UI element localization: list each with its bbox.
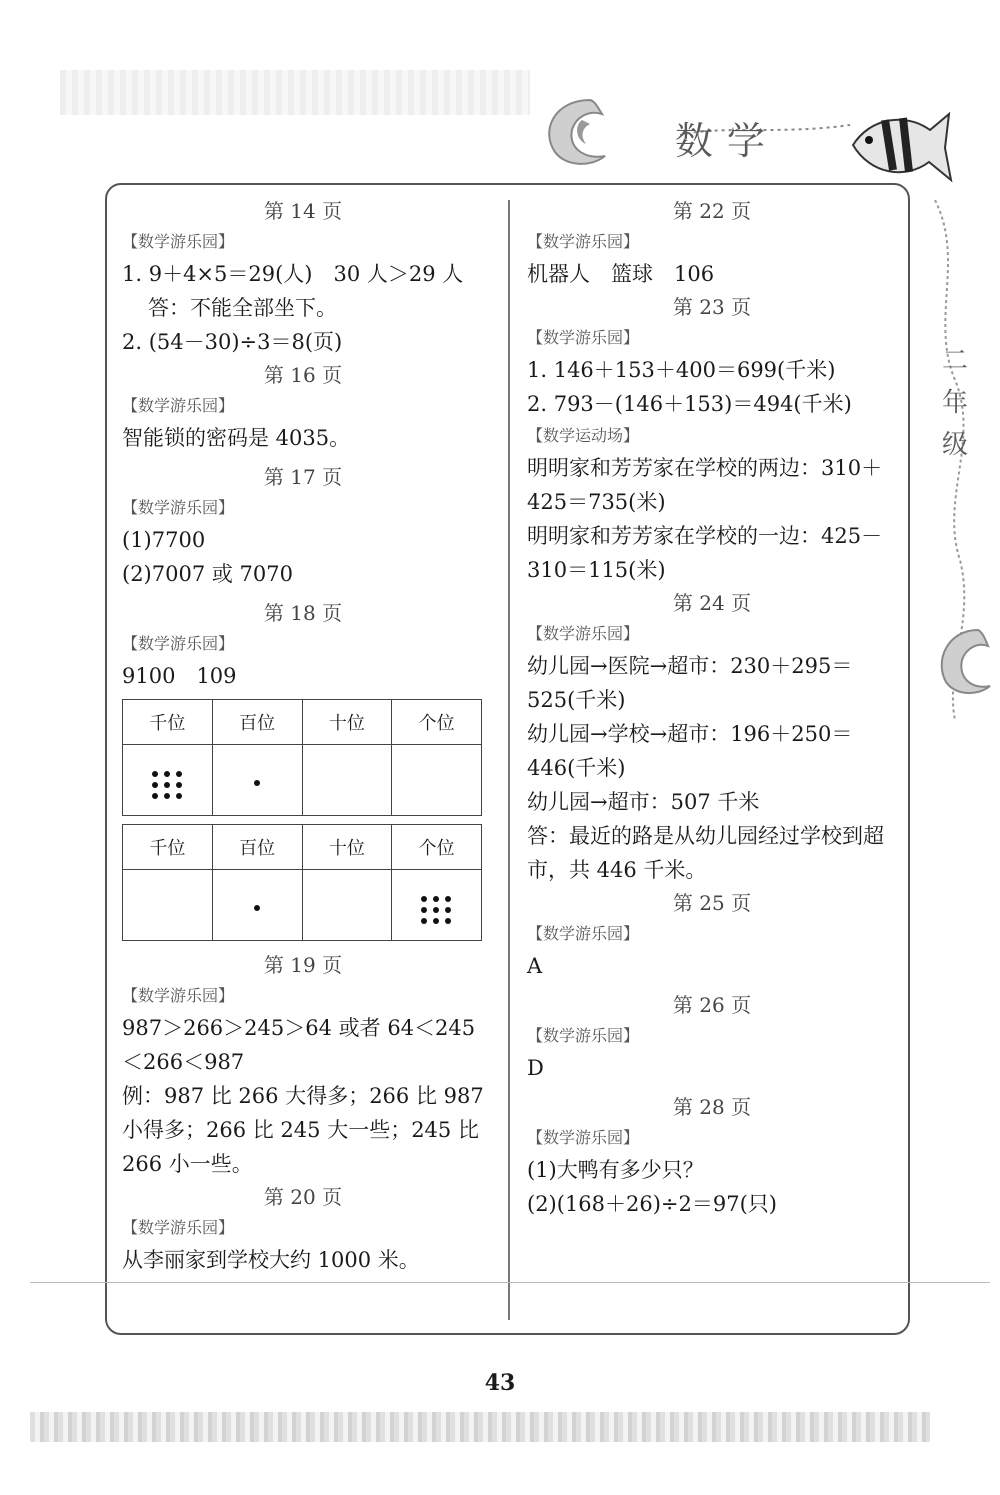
table-header: 十位 bbox=[302, 700, 392, 745]
bead-cell bbox=[212, 870, 302, 941]
place-value-table-1 bbox=[122, 699, 482, 816]
section-tag: 【数学游乐园】 bbox=[122, 634, 235, 653]
footer-decoration-strip bbox=[30, 1412, 930, 1442]
page-heading: 第 14 页 bbox=[263, 199, 343, 223]
answer-line: 幼儿园→学校→超市：196＋250＝446(千米) bbox=[527, 722, 853, 780]
answer-line: 幼儿园→医院→超市：230＋295＝525(千米) bbox=[527, 654, 853, 712]
section-tag: 【数学游乐园】 bbox=[527, 1128, 640, 1147]
answer-line: 明明家和芳芳家在学校的一边：425－310＝115(米) bbox=[527, 524, 883, 582]
page-heading: 第 24 页 bbox=[672, 591, 752, 615]
answer-line: 机器人 篮球 106 bbox=[527, 262, 715, 286]
bead bbox=[176, 793, 182, 799]
section-tag: 【数学游乐园】 bbox=[122, 498, 235, 517]
bead bbox=[164, 793, 170, 799]
bead-group bbox=[152, 771, 183, 799]
answer-line: 例：987 比 266 大得多；266 比 987 小得多；266 比 245 大一些；245 比 266 小一些。 bbox=[122, 1084, 484, 1176]
table-header: 十位 bbox=[302, 825, 392, 870]
bead bbox=[176, 782, 182, 788]
column-divider bbox=[508, 200, 510, 1320]
bead-cell bbox=[392, 745, 482, 816]
bead-cell bbox=[302, 745, 392, 816]
answer-line: 智能锁的密码是 4035。 bbox=[122, 426, 351, 450]
bead bbox=[254, 905, 260, 911]
answer-line: 2. (54－30)÷3＝8(页) bbox=[122, 330, 343, 354]
subject-title: 数学 bbox=[675, 119, 780, 163]
bead-group bbox=[254, 780, 261, 786]
bead-cell bbox=[302, 870, 392, 941]
section-tag: 【数学游乐园】 bbox=[527, 924, 640, 943]
header-decoration-strip bbox=[60, 70, 530, 115]
bead bbox=[164, 782, 170, 788]
page-heading: 第 18 页 bbox=[263, 601, 343, 625]
bead bbox=[421, 896, 427, 902]
page-heading: 第 23 页 bbox=[672, 295, 752, 319]
bead-cell bbox=[123, 870, 213, 941]
bead-cell bbox=[123, 745, 213, 816]
answer-line: 987＞266＞245＞64 或者 64＜245＜266＜987 bbox=[122, 1016, 476, 1074]
page-heading: 第 25 页 bbox=[672, 891, 752, 915]
answer-line: (1)大鸭有多少只？ bbox=[527, 1158, 704, 1182]
answer-line: 答：不能全部坐下。 bbox=[148, 296, 337, 320]
bead bbox=[445, 918, 451, 924]
fish-icon bbox=[845, 100, 955, 190]
table-header: 百位 bbox=[212, 825, 302, 870]
bead bbox=[445, 896, 451, 902]
page-heading: 第 28 页 bbox=[672, 1095, 752, 1119]
section-tag: 【数学游乐园】 bbox=[122, 1218, 235, 1237]
bead bbox=[176, 771, 182, 777]
answer-line: 1. 146＋153＋400＝699(千米) bbox=[527, 358, 836, 382]
bead bbox=[421, 907, 427, 913]
answer-line: 幼儿园→超市：507 千米 bbox=[527, 790, 760, 814]
table-header: 千位 bbox=[123, 825, 213, 870]
bead bbox=[433, 907, 439, 913]
section-tag: 【数学游乐园】 bbox=[122, 232, 235, 251]
place-value-table-2 bbox=[122, 824, 482, 941]
bead-group bbox=[254, 905, 261, 911]
bead bbox=[445, 907, 451, 913]
bead bbox=[164, 771, 170, 777]
page-heading: 第 19 页 bbox=[263, 953, 343, 977]
left-column bbox=[122, 195, 484, 1277]
answer-line: 答：最近的路是从幼儿园经过学校到超市，共 446 千米。 bbox=[527, 824, 884, 882]
bead-cell bbox=[392, 870, 482, 941]
answer-line: (2)7007 或 7070 bbox=[122, 562, 293, 586]
bead-cell bbox=[212, 745, 302, 816]
page-heading: 第 20 页 bbox=[263, 1185, 343, 1209]
table-header: 个位 bbox=[392, 700, 482, 745]
section-tag: 【数学游乐园】 bbox=[527, 232, 640, 251]
section-tag: 【数学游乐园】 bbox=[122, 986, 235, 1005]
page-heading: 第 16 页 bbox=[263, 363, 343, 387]
answer-line: 2. 793－(146＋153)＝494(千米) bbox=[527, 392, 852, 416]
grade-char: 年 bbox=[941, 388, 968, 418]
answer-line: (1)7700 bbox=[122, 528, 206, 552]
grade-char: 二 bbox=[941, 346, 968, 376]
bead bbox=[433, 896, 439, 902]
page-heading: 第 22 页 bbox=[672, 199, 752, 223]
scan-line-decoration bbox=[30, 1282, 990, 1283]
bead bbox=[421, 918, 427, 924]
grade-char: 级 bbox=[941, 430, 968, 460]
bead bbox=[152, 782, 158, 788]
page-number: 43 bbox=[484, 1370, 516, 1396]
answer-line: 从李丽家到学校大约 1000 米。 bbox=[122, 1248, 420, 1272]
answer-line: (2)(168＋26)÷2＝97(只) bbox=[527, 1192, 778, 1216]
answer-line: A bbox=[527, 954, 543, 978]
section-tag: 【数学游乐园】 bbox=[527, 624, 640, 643]
bead bbox=[254, 780, 260, 786]
table-header: 个位 bbox=[392, 825, 482, 870]
page-heading: 第 17 页 bbox=[263, 465, 343, 489]
side-wave-logo-icon bbox=[928, 620, 998, 700]
section-tag: 【数学游乐园】 bbox=[122, 396, 235, 415]
section-tag: 【数学游乐园】 bbox=[527, 328, 640, 347]
table-header: 千位 bbox=[123, 700, 213, 745]
answer-line: 明明家和芳芳家在学校的两边：310＋425＝735(米) bbox=[527, 456, 883, 514]
answer-line: 9100 109 bbox=[122, 664, 237, 688]
right-column bbox=[527, 195, 897, 1221]
answer-line: D bbox=[527, 1056, 544, 1080]
bead bbox=[433, 918, 439, 924]
answer-line: 1. 9＋4×5＝29(人) 30 人＞29 人 bbox=[122, 262, 464, 286]
grade-label bbox=[935, 340, 975, 466]
table-header: 百位 bbox=[212, 700, 302, 745]
bead bbox=[152, 771, 158, 777]
section-tag: 【数学游乐园】 bbox=[527, 1026, 640, 1045]
page-heading: 第 26 页 bbox=[672, 993, 752, 1017]
bead bbox=[152, 793, 158, 799]
section-tag: 【数学运动场】 bbox=[527, 426, 640, 445]
bead-group bbox=[421, 896, 452, 924]
